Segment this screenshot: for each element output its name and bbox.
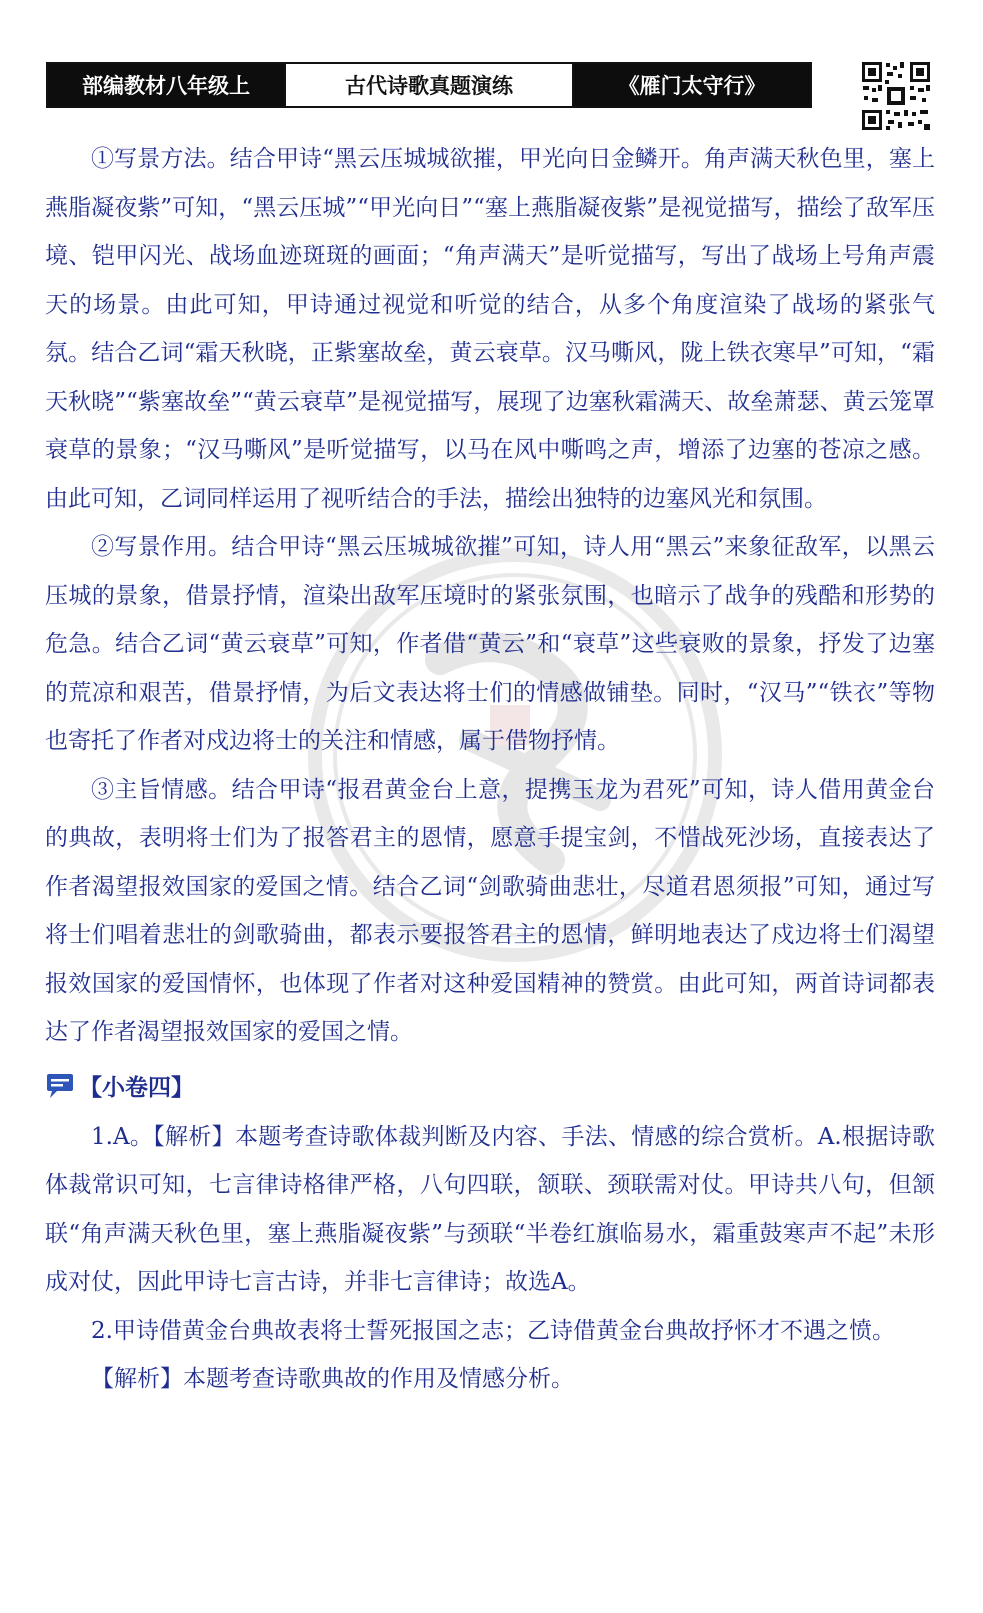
answer-2-analysis: 【解析】本题考查诗歌典故的作用及情感分析。 [91,1366,574,1392]
qr-code-icon[interactable] [860,60,932,132]
speech-bubble-icon [45,1073,75,1099]
section-header [45,1059,935,1113]
header-topic: 古代诗歌真题演练 [284,64,574,106]
header-grade: 部编教材八年级上 [48,64,284,106]
answer-1: 1.A。【解析】本题考查诗歌体裁判断及内容、手法、情感的综合赏析。A.根据诗歌体裁常识可知，七言律诗格律严格，八句四联，颔联、颈联需对仗。甲诗共八句，但颔联“角声满天秋色里，塞上燕脂凝夜紫”与颈联“半卷红旗临易水，霜重鼓寒声不起”未形成对仗，因此甲诗七言古诗，并非七言律诗；故选A。 [45,1123,935,1295]
document-body [45,135,935,1404]
answer-2: 2.甲诗借黄金台典故表将士誓死报国之志；乙诗借黄金台典故抒怀才不遇之愤。 [91,1317,895,1344]
paragraph-scenery-method: ①写景方法。结合甲诗“黑云压城城欲摧，甲光向日金鳞开。角声满天秋色里，塞上燕脂凝夜紫”可知，“黑云压城”“甲光向日”“塞上燕脂凝夜紫”是视觉描写，描绘了敌军压境、铠甲闪光、战场血迹斑斑的画面；“角声满天”是听觉描写，写出了战场上号角声震天的场景。由此可知，甲诗通过视觉和听觉的结合，从多个角度渲染了战场的紧张气氛。结合乙词“霜天秋晓，正紫塞故垒，黄云衰草。汉马嘶风，陇上铁衣寒早”可知，“霜天秋晓”“紫塞故垒”“黄云衰草”是视觉描写，展现了边塞秋霜满天、故垒萧瑟、黄云笼罩衰草的景象；“汉马嘶风”是听觉描写，以马在风中嘶鸣之声，增添了边塞的苍凉之感。由此可知，乙词同样运用了视听结合的手法，描绘出独特的边塞风光和氛围。 [45,146,935,512]
header-poem-title: 《雁门太守行》 [574,64,810,106]
paragraph-scenery-effect: ②写景作用。结合甲诗“黑云压城城欲摧”可知，诗人用“黑云”来象征敌军，以黑云压城的景象，借景抒情，渲染出敌军压境时的紧张氛围，也暗示了战争的残酷和形势的危急。结合乙词“黄云衰草”可知，作者借“黄云”和“衰草”这些衰败的景象，抒发了边塞的荒凉和艰苦，借景抒情，为后文表达将士们的情感做铺垫。同时，“汉马”“铁衣”等物也寄托了作者对戍边将士的关注和情感，属于借物抒情。 [45,534,935,754]
header-bar [46,62,812,108]
paragraph-theme-emotion: ③主旨情感。结合甲诗“报君黄金台上意，提携玉龙为君死”可知，诗人借用黄金台的典故，表明将士们为了报答君主的恩情，愿意手提宝剑，不惜战死沙场，直接表达了作者渴望报效国家的爱国之情。结合乙词“剑歌骑曲悲壮，尽道君恩须报”可知，通过写将士们唱着悲壮的剑歌骑曲，都表示要报答君主的恩情，鲜明地表达了戍边将士们渴望报效国家的爱国情怀，也体现了作者对这种爱国精神的赞赏。由此可知，两首诗词都表达了作者渴望报效国家的爱国之情。 [45,776,935,1045]
section-title: 【小卷四】 [79,1074,194,1101]
